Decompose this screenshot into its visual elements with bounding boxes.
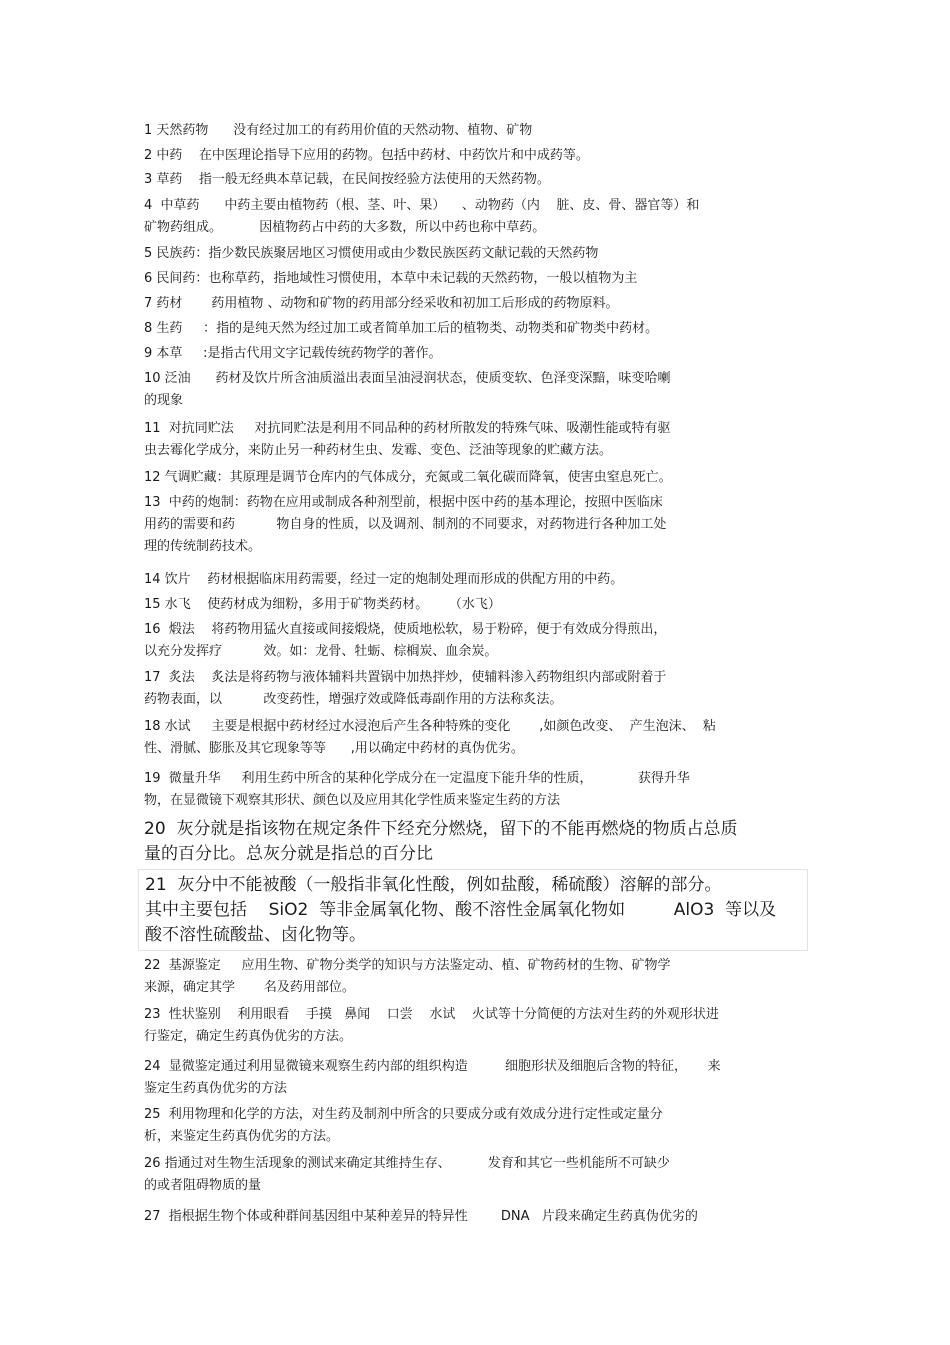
- entry-line: 20 灰分就是指该物在规定条件下经充分燃烧，留下的不能再燃烧的物质占总质: [144, 819, 738, 839]
- entry-line: 19 微量升华 利用生药中所含的某种化学成分在一定温度下能升华的性质， 获得升华: [144, 771, 690, 786]
- entry-line: 9 本草 :是指古代用文字记载传统药物学的著作。: [144, 346, 442, 361]
- glossary-entry: [144, 667, 666, 711]
- glossary-entry: [144, 1206, 698, 1228]
- entry-line: 12 气调贮藏：其原理是调节仓库内的气体成分，充氮或二氧化碳而降氧，使害虫窒息死亡。: [144, 470, 672, 485]
- glossary-entry: [144, 243, 598, 265]
- entry-line: 13 中药的炮制：药物在应用或制成各种剂型前，根据中医中药的基本理论，按照中医临床: [144, 495, 663, 510]
- entry-line: 3 草药 指一般无经典本草记载，在民间按经验方法使用的天然药物。: [144, 172, 550, 187]
- glossary-entry: [138, 869, 808, 951]
- entry-line: 药物表面，以 改变药性，增强疗效或降低毒副作用的方法称炙法。: [144, 692, 563, 707]
- entry-line: 理的传统制药技术。: [144, 539, 262, 554]
- entry-line: 14 饮片 药材根据临床用药需要，经过一定的炮制处理而形成的供配方用的中药。: [144, 572, 624, 587]
- entry-line: 量的百分比。总灰分就是指总的百分比: [144, 844, 433, 864]
- glossary-entry: [144, 619, 666, 663]
- entry-line: 2 中药 在中医理论指导下应用的药物。包括中药材、中药饮片和中成药等。: [144, 148, 589, 163]
- glossary-entry: [144, 768, 690, 812]
- glossary-entry: [144, 145, 589, 167]
- entry-line: 27 指根据生物个体或种群间基因组中某种差异的特异性 DNA 片段来确定生药真伪优劣的: [144, 1209, 698, 1224]
- glossary-entry: [144, 492, 666, 558]
- entry-line: 18 水试 主要是根据中药材经过水浸泡后产生各种特殊的变化 ,如颜色改变、 产生泡沫、 粘: [144, 719, 716, 734]
- glossary-entry: [144, 955, 670, 999]
- entry-line: 16 煅法 将药物用猛火直接或间接煅烧，使质地松软，易于粉碎，便于有效成分得煎出，: [144, 622, 667, 637]
- glossary-entry: [144, 418, 670, 462]
- glossary-entry: [144, 318, 658, 340]
- entry-line: 6 民间药：也称草药，指地域性习惯使用，本草中未记载的天然药物，一般以植物为主: [144, 271, 638, 286]
- entry-line: 23 性状鉴别 利用眼看 手摸 鼻闻 口尝 水试 火试等十分简便的方法对生药的外观形状进: [144, 1007, 719, 1022]
- entry-line: 17 炙法 炙法是将药物与液体辅料共置锅中加热拌炒，使辅料渗入药物组织内部或附着于: [144, 670, 667, 685]
- glossary-entry: [144, 716, 716, 760]
- entry-line: 的现象: [144, 393, 184, 408]
- glossary-entry: [144, 1153, 670, 1197]
- entry-line: 用药的需要和药 物自身的性质，以及调剂、制剂的不同要求，对药物进行各种加工处: [144, 517, 667, 532]
- glossary-entry: [144, 343, 441, 365]
- glossary-entry: [144, 817, 737, 867]
- entry-line: 性、滑腻、膨胀及其它现象等等 ,用以确定中药材的真伪优劣。: [144, 741, 524, 756]
- entry-line: 5 民族药：指少数民族聚居地区习惯使用或由少数民族医药文献记载的天然药物: [144, 246, 599, 261]
- entry-line: 8 生药 ：指的是纯天然为经过加工或者简单加工后的植物类、动物类和矿物类中药材。: [144, 321, 659, 336]
- glossary-entry: [144, 569, 623, 591]
- entry-line: 物，在显微镜下观察其形状、颜色以及应用其化学性质来鉴定生药的方法: [144, 793, 561, 808]
- glossary-entry: [144, 1056, 721, 1100]
- entry-line: 22 基源鉴定 应用生物、矿物分类学的知识与方法鉴定动、植、矿物药材的生物、矿物学: [144, 958, 671, 973]
- glossary-entry: [144, 268, 637, 290]
- glossary-entry: [144, 169, 550, 191]
- entry-line: 来源，确定其学 名及药用部位。: [144, 980, 355, 995]
- entry-line: 15 水飞 使药材成为细粉，多用于矿物类药材。 （水飞）: [144, 597, 501, 612]
- entry-line: 7 药材 药用植物 、动物和矿物的药用部分经采收和初加工后形成的药物原料。: [144, 296, 619, 311]
- glossary-entry: [144, 120, 532, 142]
- entry-line: 虫去霉化学成分，来防止另一种药材生虫、发霉、变色、泛油等现象的贮藏方法。: [144, 443, 613, 458]
- glossary-entry: [144, 1104, 663, 1148]
- entry-line: 4 中草药 中药主要由植物药（根、茎、叶、果） 、动物药（内 脏、皮、骨、器官等）和: [144, 198, 700, 213]
- entry-line: 析，来鉴定生药真伪优劣的方法。: [144, 1129, 340, 1144]
- entry-line: 1 天然药物 没有经过加工的有药用价值的天然动物、植物、矿物: [144, 123, 533, 138]
- glossary-entry: [144, 1004, 719, 1048]
- entry-line: 的或者阻碍物质的量: [144, 1178, 262, 1193]
- entry-line: 24 显微鉴定通过利用显微镜来观察生药内部的组织构造 细胞形状及细胞后含物的特征， 来: [144, 1059, 721, 1074]
- glossary-entry: [144, 195, 699, 239]
- entry-line: 以充分发挥疗 效。如：龙骨、牡蛎、棕榈炭、血余炭。: [144, 644, 498, 659]
- glossary-entry: [144, 594, 501, 616]
- entry-line: 其中主要包括 SiO2 等非金属氧化物、酸不溶性金属氧化物如 AlO3 等以及: [145, 900, 777, 920]
- entry-line: 酸不溶性硫酸盐、卤化物等。: [145, 925, 366, 945]
- glossary-entry: [144, 467, 672, 489]
- entry-line: 21 灰分中不能被酸（一般指非氧化性酸，例如盐酸，稀硫酸）溶解的部分。: [145, 875, 722, 895]
- entry-line: 25 利用物理和化学的方法，对生药及制剂中所含的只要成分或有效成分进行定性或定量分: [144, 1107, 663, 1122]
- glossary-entry: [144, 293, 618, 315]
- entry-line: 10 泛油 药材及饮片所含油质溢出表面呈油浸润状态，使质变软、色泽变深黯，味变哈喇: [144, 371, 671, 386]
- entry-line: 11 对抗同贮法 对抗同贮法是利用不同品种的药材所散发的特殊气味、吸潮性能或特有驱: [144, 421, 671, 436]
- entry-line: 鉴定生药真伪优劣的方法: [144, 1081, 288, 1096]
- glossary-entry: [144, 368, 670, 412]
- entry-line: 行鉴定，确定生药真伪优劣的方法。: [144, 1029, 353, 1044]
- entry-line: 26 指通过对生物生活现象的测试来确定其维持生存、 发育和其它一些机能所不可缺少: [144, 1156, 670, 1171]
- entry-line: 矿物药组成。 因植物药占中药的大多数，所以中药也称中草药。: [144, 220, 546, 235]
